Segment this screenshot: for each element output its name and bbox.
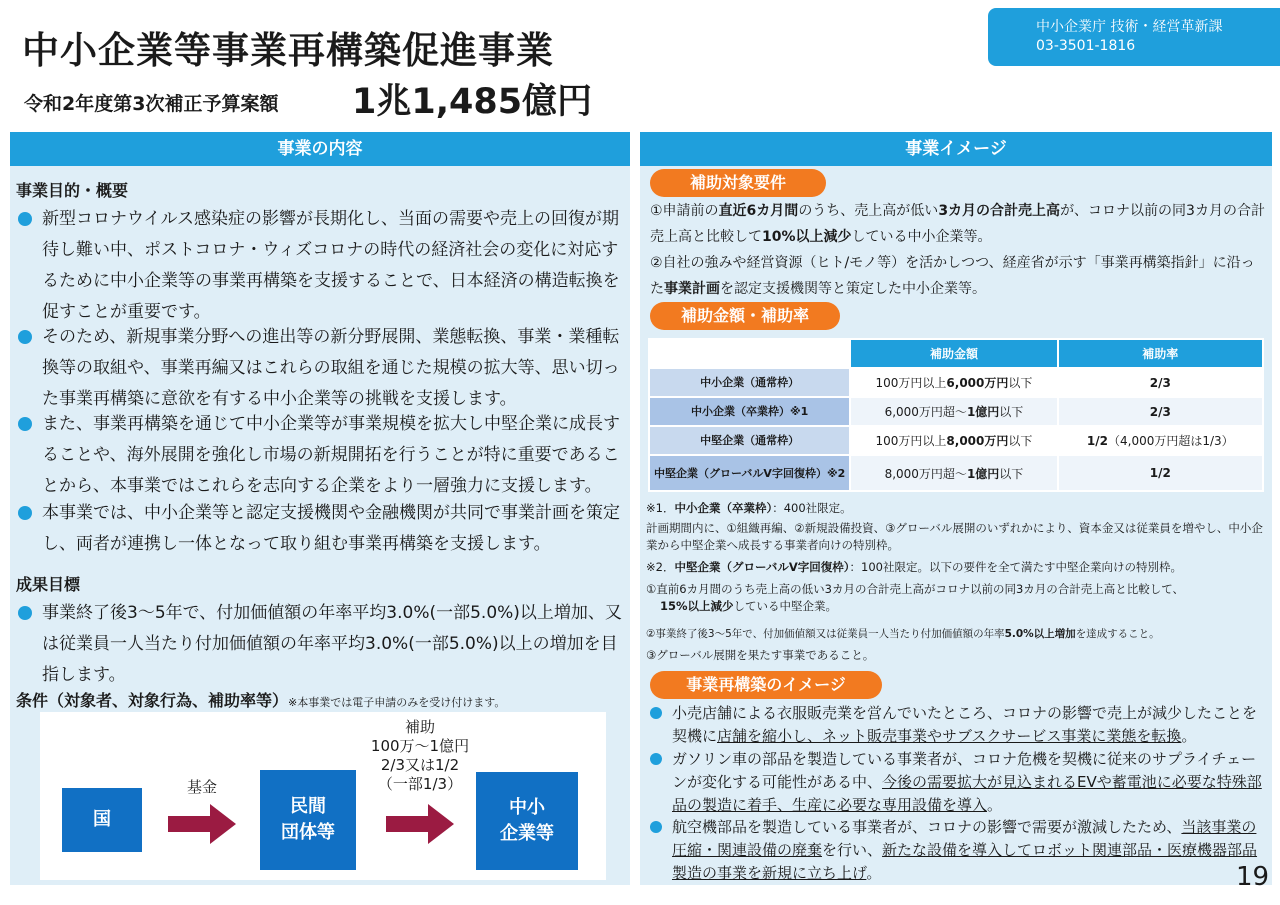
- table-header-blank: [649, 339, 850, 368]
- flow-node2-line2: 団体等: [281, 822, 335, 843]
- budget-label: 令和2年度第3次補正予算案額: [24, 93, 279, 115]
- amount-bold: 1億円: [966, 466, 1000, 481]
- bullet-dot-icon: [650, 707, 662, 719]
- table-header-amount: 補助金額: [850, 339, 1057, 368]
- image-bullet-text: 。: [987, 796, 1003, 814]
- amount-text: 100万円以上: [875, 376, 947, 390]
- rate-bold: 1/2: [1086, 434, 1109, 448]
- amount-text: 6,000万円超～: [884, 405, 967, 419]
- department-name: 中小企業庁 技術・経営革新課: [1036, 19, 1223, 35]
- req1-text: している中小企業等。: [851, 229, 992, 245]
- amount-text: 以下: [999, 466, 1024, 481]
- note-text: ※2．: [646, 560, 675, 574]
- table-cell-amount: [850, 368, 1057, 397]
- amount-text: 以下: [1008, 376, 1033, 390]
- table-cell-rate: [1058, 426, 1263, 455]
- bullet-dot-icon: [18, 330, 32, 344]
- image-bullet-underline: 今後の需要拡大が見込まれるEVや蓄電池に必要な特殊部品の製造に着手、生産に必要な専用設備を導入: [672, 773, 1262, 814]
- page-title: 中小企業等事業再構築促進事業: [22, 29, 554, 72]
- requirement-1: [650, 198, 1266, 250]
- image-bullet-underline: 当該事業の圧縮・関連設備の廃棄: [672, 818, 1257, 859]
- subsidy-table: [648, 338, 1264, 492]
- note-bold: 15%以上減少: [660, 599, 734, 613]
- amount-text: 100万円以上: [875, 434, 947, 448]
- flow-arrow2-label: [350, 718, 490, 794]
- table-cell-rate: [1058, 397, 1263, 426]
- bullet-dot-icon: [18, 606, 32, 620]
- purpose-bullet-text: そのため、新規事業分野への進出等の新分野展開、業態転換、事業・業種転換等の取組や、事業再編又はこれらの取組を通じた規模の拡大等、思い切った事業再構築に意欲を有する中小企業等の挑戦を支援します。: [42, 327, 620, 409]
- arrow-right-icon: [168, 804, 238, 844]
- right-panel: [640, 132, 1272, 885]
- condition-note: ※本事業では電子申請のみを受け付けます。: [288, 696, 506, 709]
- table-cell-amount: [850, 455, 1057, 491]
- flow-node3-line1: 中小: [509, 797, 545, 818]
- image-bullet-underline: 店舗を縮小し、ネット販売事業やサブスクサービス事業に業態を転換: [717, 727, 1182, 745]
- note-text: ※1．: [646, 501, 675, 515]
- note-text: ①直前6カ月間のうち売上高の低い3カ月の合計売上高がコロナ以前の同3カ月の合計売上高と比較して、: [646, 582, 1185, 596]
- req1-bold: 直近6カ月間: [718, 203, 799, 219]
- req1-text: のうち、売上高が低い: [798, 203, 939, 219]
- purpose-bullet-2: [18, 322, 624, 415]
- rate-bold: 2/3: [1149, 404, 1171, 419]
- amount-text: 8,000万円超～: [884, 466, 967, 481]
- rate-bold: 1/2: [1149, 466, 1171, 480]
- rate-bold: 2/3: [1149, 375, 1171, 390]
- table-cell-category: 中堅企業（通常枠）: [649, 426, 850, 455]
- table-row: [649, 397, 1263, 426]
- left-panel-header: 事業の内容: [10, 132, 630, 166]
- right-panel-header: 事業イメージ: [640, 132, 1272, 166]
- flow-subsidy-line: 補助: [404, 718, 435, 736]
- note-1: [646, 500, 1270, 517]
- requirement-2: [650, 250, 1266, 302]
- purpose-bullet-4: [18, 498, 624, 560]
- image-bullet-1: [648, 702, 1268, 748]
- note-text: ：400社限定。: [772, 501, 852, 515]
- bullet-dot-icon: [18, 212, 32, 226]
- purpose-bullet-text: また、事業再構築を通じて中小企業等が事業規模を拡大し中堅企業に成長することや、海外展開を強化し市場の新規開拓を行うことが特に重要であることから、本事業ではこれらを志向する企業をより一層強力に支援します。: [42, 414, 620, 496]
- note-2: [646, 559, 1270, 576]
- flow-node2-line1: 民間: [290, 796, 326, 817]
- table-cell-category: 中小企業（通常枠）: [649, 368, 850, 397]
- note-bold: 5.0%以上増加: [1004, 628, 1076, 640]
- note-2-item-1: [646, 581, 1270, 615]
- req1-text: ①申請前の: [650, 203, 719, 219]
- table-row: [649, 426, 1263, 455]
- note-2-item-2: [646, 626, 1270, 643]
- bullet-dot-icon: [18, 506, 32, 520]
- amount-bold: 6,000万円: [946, 376, 1009, 390]
- condition-title: [16, 688, 505, 711]
- req2-text: ②自社の強みや経営資源（ヒト/モノ等）を活かしつつ、経産省が示す「事業再構築指針」に沿った: [650, 255, 1255, 297]
- image-bullet-text: ガソリン車の部品を製造している事業者が、コロナ危機を契機に従来のサプライチェーンが変化する可能性がある中、: [672, 750, 1257, 791]
- bullet-dot-icon: [650, 753, 662, 765]
- note-2-item-3: ③グローバル展開を果たす事業であること。: [646, 648, 875, 662]
- req1-text: が、コロナ以前の同3カ月の合計売上高と比較して: [650, 203, 1265, 245]
- table-header-row: [649, 339, 1263, 368]
- amount-pill: 補助金額・補助率: [650, 302, 840, 330]
- flow-subsidy-line: 2/3又は1/2: [380, 756, 460, 774]
- flow-node-private-org: [260, 770, 356, 870]
- table-cell-amount: [850, 426, 1057, 455]
- image-bullet-underline: 新たな設備を導入してロボット関連部品・医療機器部品製造の事業を新規に立ち上げ: [672, 841, 1258, 882]
- req2-bold: 事業計画: [664, 281, 720, 297]
- table-cell-rate: [1058, 368, 1263, 397]
- department-phone: 03-3501-1816: [1036, 38, 1136, 54]
- arrow-right-icon: [386, 804, 456, 844]
- table-header-rate: 補助率: [1058, 339, 1263, 368]
- page-number: 19: [1236, 862, 1270, 892]
- note-text: を達成すること。: [1075, 628, 1160, 640]
- req2-text: を認定支援機関等と策定した中小企業等。: [720, 281, 986, 297]
- image-bullet-2: [648, 748, 1268, 817]
- purpose-bullet-text: 本事業では、中小企業等と認定支援機関や金融機関が共同で事業計画を策定し、両者が連携し一体となって取り組む事業再構築を支援します。: [42, 503, 620, 554]
- amount-text: 以下: [1008, 434, 1033, 448]
- goal-bullet-text: 事業終了後3～5年で、付加価値額の年率平均3.0%(一部5.0%)以上増加、又は従業員一人当たり付加価値額の年率平均3.0%(一部5.0%)以上の増加を目指します。: [42, 603, 622, 685]
- table-cell-rate: [1058, 455, 1263, 491]
- amount-text: 以下: [999, 405, 1024, 419]
- table-row: [649, 368, 1263, 397]
- bullet-dot-icon: [650, 821, 662, 833]
- budget-value: 1兆1,485億円: [352, 82, 593, 122]
- purpose-title: 事業目的・概要: [16, 181, 129, 200]
- flow-node-sme: [476, 772, 578, 870]
- flow-diagram: [40, 712, 606, 880]
- image-bullet-text: 航空機部品を製造している事業者が、コロナの影響で需要が激減したため、: [672, 818, 1182, 836]
- flow-node-government: 国: [62, 788, 142, 852]
- image-bullet-text: を行い、: [822, 841, 883, 859]
- amount-bold: 8,000万円: [946, 434, 1009, 448]
- purpose-bullet-3: [18, 409, 624, 502]
- table-cell-category: 中堅企業（グローバルV字回復枠）※2: [649, 455, 850, 491]
- purpose-bullet-text: 新型コロナウイルス感染症の影響が長期化し、当面の需要や売上の回復が期待し難い中、ポストコロナ・ウィズコロナの時代の経済社会の変化に対応するために中小企業等の事業再構築を支援することで、日本経済の構造転換を促すことが重要です。: [42, 209, 620, 322]
- note-text: ②事業終了後3～5年で、付加価値額又は従業員一人当たり付加価値額の年率: [646, 628, 1005, 640]
- amount-bold: 1億円: [966, 405, 1000, 419]
- flow-arrow1-label: 基金: [186, 778, 217, 796]
- goal-bullet: [18, 598, 624, 691]
- note-text: ：100社限定。以下の要件を全て満たす中堅企業向けの特別枠。: [849, 560, 1182, 574]
- requirement-pill: 補助対象要件: [650, 169, 826, 197]
- note-text: している中堅企業。: [733, 599, 838, 613]
- bullet-dot-icon: [18, 417, 32, 431]
- image-bullet-text: 。: [866, 864, 882, 882]
- table-cell-amount: [850, 397, 1057, 426]
- rate-text: （4,000万円超は1/3）: [1108, 434, 1234, 448]
- note-bold: 中堅企業（グローバルV字回復枠）: [674, 560, 850, 574]
- purpose-bullet-1: [18, 204, 624, 328]
- image-pill: 事業再構築のイメージ: [650, 671, 882, 699]
- department-box: [988, 8, 1280, 66]
- flow-subsidy-line: 100万～1億円: [370, 737, 470, 755]
- condition-title-text: 条件（対象者、対象行為、補助率等）: [16, 691, 289, 710]
- table-cell-category: 中小企業（卒業枠）※1: [649, 397, 850, 426]
- note-1-detail: 計画期間内に、①組織再編、②新規設備投資、③グローバル展開のいずれかにより、資本金又は従業員を増やし、中小企業から中堅企業へ成長する事業者向けの特別枠。: [646, 521, 1263, 552]
- flow-subsidy-line: （一部1/3）: [377, 775, 463, 793]
- req1-bold: 10%以上減少: [762, 229, 852, 245]
- image-bullet-3: [648, 816, 1268, 885]
- flow-node3-line2: 企業等: [500, 823, 554, 844]
- image-bullet-text: 。: [1181, 727, 1197, 745]
- table-row: [649, 455, 1263, 491]
- goal-title: 成果目標: [16, 575, 81, 594]
- note-bold: 中小企業（卒業枠）: [674, 501, 773, 515]
- image-bullet-text: 小売店舗による衣服販売業を営んでいたところ、コロナの影響で売上が減少したことを契機に: [672, 704, 1258, 745]
- req1-bold: 3カ月の合計売上高: [938, 203, 1061, 219]
